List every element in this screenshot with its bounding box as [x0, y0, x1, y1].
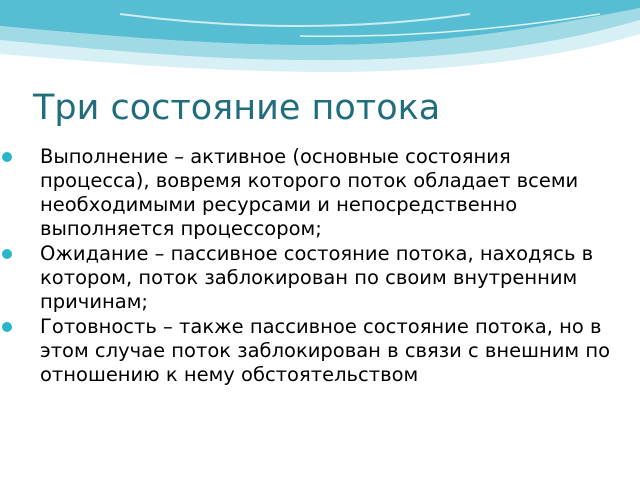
bullet-dot-icon [2, 249, 12, 259]
bullet-list [0, 145, 625, 388]
bullet-text: Готовность – также пассивное состояние потока, но в этом случае поток заблокирован в связи с внешним по отношению к нему обстоятельством [40, 315, 611, 386]
bullet-dot-icon [2, 152, 12, 162]
bullet-item-waiting [0, 242, 625, 314]
bullet-dot-icon [2, 322, 12, 332]
slide-title: Три состояние потока [33, 88, 441, 128]
bullet-text: Выполнение – активное (основные состояния процесса), вовремя которого поток обладает всеми необходимыми ресурсами и непосредственно выполняется процессором; [40, 145, 579, 240]
wave-decoration [0, 0, 640, 80]
bullet-item-ready [0, 315, 625, 387]
bullet-text: Ожидание – пассивное состояние потока, находясь в котором, поток заблокирован по своим внутренним причинам; [40, 242, 594, 313]
bullet-item-running [0, 145, 625, 241]
